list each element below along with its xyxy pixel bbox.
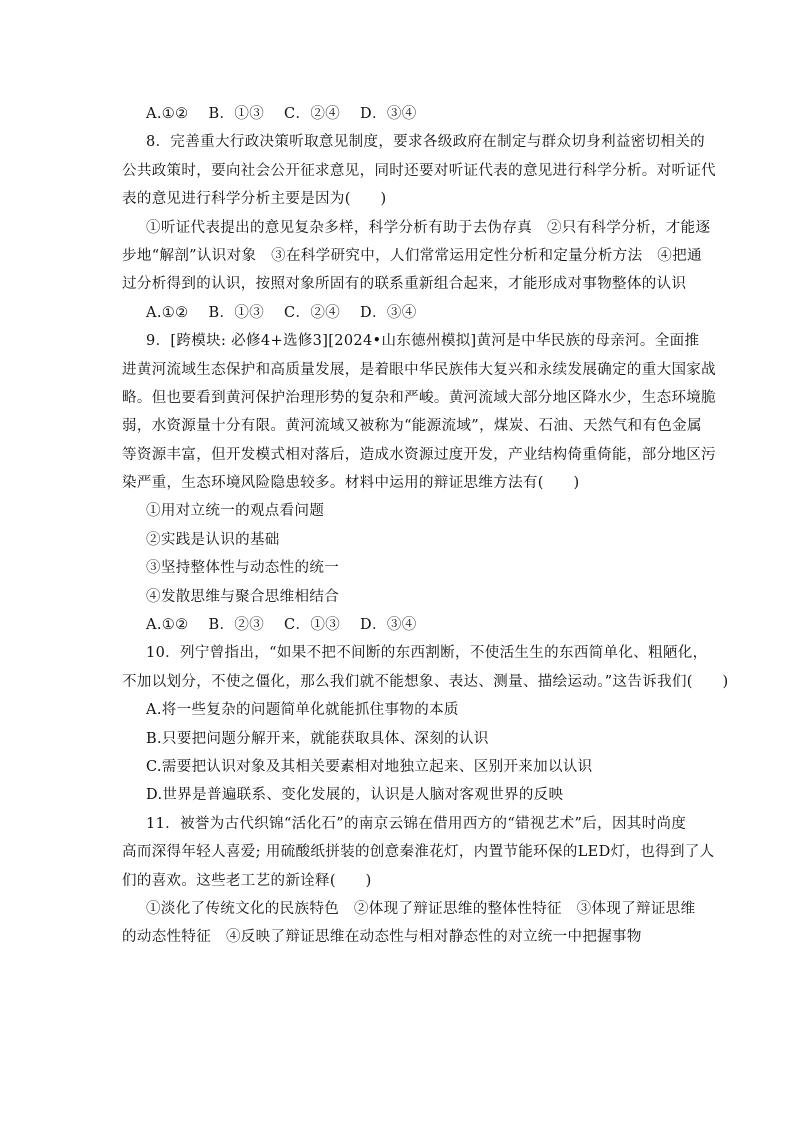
q11-stem-line: 11．被誉为古代织锦“活化石”的南京云锦在借用西方的“错视艺术”后，因其时尚度 bbox=[146, 815, 687, 832]
q7-option-d: D．③④ bbox=[360, 106, 417, 122]
q8-stem-line: 表的意见进行科学分析主要是因为( ) bbox=[122, 191, 387, 208]
q9-stem-line: 9．[跨模块: 必修4+选修3][2024•山东德州模拟]黄河是中华民族的母亲河。全面推 bbox=[146, 333, 700, 350]
question-9 bbox=[122, 327, 716, 639]
q7-option-b: B．①③ bbox=[208, 106, 265, 122]
question-10 bbox=[122, 639, 729, 809]
q11-statement-line: 的动态性特征 ④反映了辩证思维在动态性与相对静态性的对立统一中把握事物 bbox=[122, 929, 642, 946]
q8-stem-line: 公共政策时，要向社会公开征求意见，同时还要对听证代表的意见进行科学分析。对听证代 bbox=[122, 162, 716, 179]
q7-options bbox=[122, 100, 682, 128]
q8-option-d: D．③④ bbox=[360, 304, 417, 321]
q9-option-a: A.①② bbox=[146, 617, 189, 634]
q11-stem-line: 们的喜欢。这些老工艺的新诠释( ) bbox=[122, 872, 372, 889]
q7-option-c: C．②④ bbox=[284, 106, 341, 122]
q11-statement-line: ①淡化了传统文化的民族特色 ②体现了辩证思维的整体性特征 ③体现了辩证思维 bbox=[146, 900, 696, 917]
q9-options bbox=[122, 611, 682, 639]
q9-statement: ②实践是认识的基础 bbox=[146, 531, 280, 548]
q9-statement: ③坚持整体性与动态性的统一 bbox=[146, 560, 340, 577]
question-11 bbox=[122, 810, 715, 952]
q9-option-c: C．①③ bbox=[284, 617, 341, 634]
q9-statement: ①用对立统一的观点看问题 bbox=[146, 503, 325, 520]
q10-choice-b: B.只要把问题分解开来，就能获取具体、深刻的认识 bbox=[146, 730, 489, 747]
q9-option-b: B．②③ bbox=[208, 617, 265, 634]
q9-statement: ④发散思维与聚合思维相结合 bbox=[146, 588, 340, 605]
q8-option-c: C．②④ bbox=[284, 304, 341, 321]
q8-statement-line: 过分析得到的认识，按照对象所固有的联系重新组合起来，才能形成对事物整体的认识 bbox=[122, 276, 687, 293]
q10-choice-c: C.需要把认识对象及其相关要素相对地独立起来、区别开来加以认识 bbox=[146, 758, 593, 775]
q10-stem-line: 10．列宁曾指出，“如果不把不间断的东西割断，不使活生生的东西简单化、粗陋化， bbox=[146, 645, 708, 662]
q8-stem-line: 8．完善重大行政决策听取意见制度，要求各级政府在制定与群众切身利益密切相关的 bbox=[146, 134, 706, 151]
q9-stem-line: 进黄河流域生态保护和高质量发展，是着眼中华民族伟大复兴和永续发展确定的重大国家战 bbox=[122, 361, 716, 378]
q10-stem-line: 不加以划分，不使之僵化，那么我们就不能想象、表达、测量、描绘运动。”这告诉我们( ) bbox=[122, 673, 729, 690]
q8-option-a: A.①② bbox=[146, 304, 189, 321]
q9-option-d: D．③④ bbox=[360, 617, 417, 634]
q10-choice-a: A.将一些复杂的问题简单化就能抓住事物的本质 bbox=[146, 702, 459, 719]
q11-stem-line: 高而深得年轻人喜爱; 用硫酸纸拼装的创意秦淮花灯，内置节能环保的LED灯，也得到了人 bbox=[122, 844, 715, 861]
q9-stem-line: 略。但也要看到黄河保护治理形势的复杂和严峻。黄河流域大部分地区降水少，生态环境脆 bbox=[122, 389, 716, 406]
exam-page bbox=[122, 100, 729, 952]
q8-statement-line: 步地“解剖”认识对象 ③在科学研究中，人们常常运用定性分析和定量分析方法 ④把通 bbox=[122, 247, 702, 264]
q8-option-b: B．①③ bbox=[208, 304, 265, 321]
question-8 bbox=[122, 128, 716, 327]
q7-option-a: A.①② bbox=[146, 106, 189, 122]
q9-stem-line: 弱，水资源量十分有限。黄河流域又被称为“能源流域”，煤炭、石油、天然气和有色金属 bbox=[122, 418, 702, 435]
q9-stem-line: 染严重，生态环境风险隐患较多。材料中运用的辩证思维方法有( ) bbox=[122, 475, 580, 492]
q8-options bbox=[122, 299, 682, 327]
q8-statement-line: ①听证代表提出的意见复杂多样，科学分析有助于去伪存真 ②只有科学分析，才能逐 bbox=[146, 219, 711, 236]
q9-stem-line: 等资源丰富，但开发模式相对落后，造成水资源过度开发，产业结构倚重倚能，部分地区污 bbox=[122, 446, 716, 463]
q10-choice-d: D.世界是普遍联系、变化发展的，认识是人脑对客观世界的反映 bbox=[146, 787, 564, 804]
